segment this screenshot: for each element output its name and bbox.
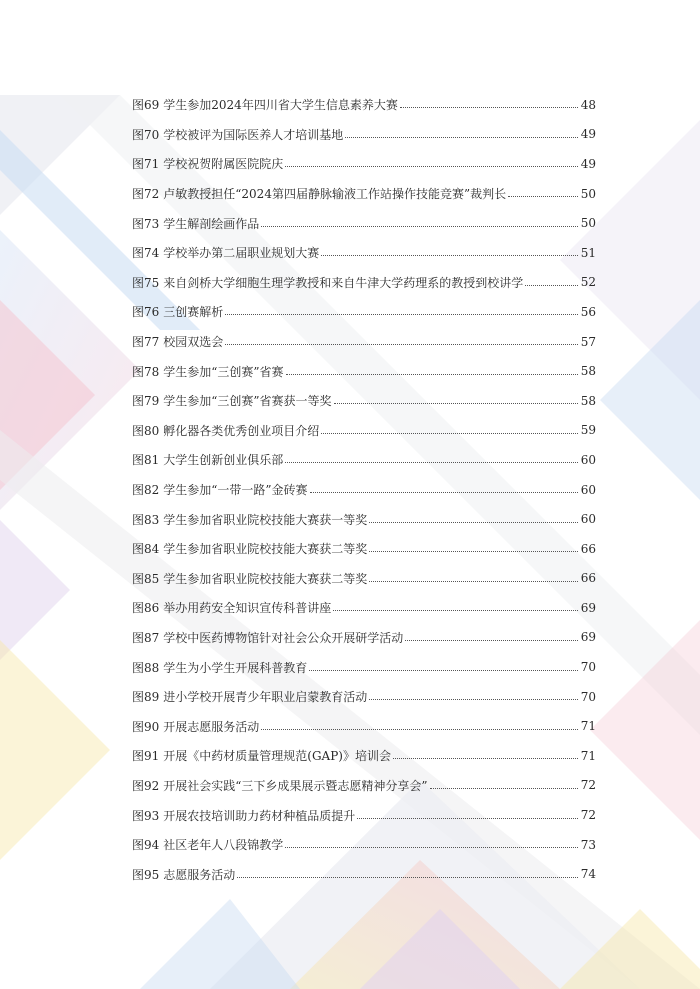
page-number: 52 (580, 275, 596, 290)
dot-leader (369, 510, 578, 523)
dot-leader (508, 184, 578, 197)
figure-title: 开展志愿服务活动 (163, 719, 260, 734)
page-number: 60 (580, 452, 596, 467)
figure-title: 学校祝贺附属医院院庆 (163, 157, 284, 172)
figure-label: 图91 (132, 749, 160, 764)
dot-leader (261, 717, 578, 730)
figure-title: 开展《中药材质量管理规范(GAP)》培训会 (163, 749, 391, 764)
figure-title: 卢敏教授担任“2024第四届静脉输液工作站操作技能竞赛”裁判长 (163, 187, 507, 202)
figure-label: 图71 (132, 157, 160, 172)
figure-label: 图77 (132, 335, 160, 350)
figure-title: 学生参加省职业院校技能大赛获二等奖 (163, 571, 368, 586)
figure-title: 开展社会实践“三下乡成果展示暨志愿精神分享会” (163, 778, 428, 793)
dot-leader (369, 569, 578, 582)
figure-label: 图70 (132, 127, 160, 142)
toc-entry[interactable] (132, 800, 596, 830)
toc-entry[interactable] (132, 475, 596, 505)
figure-label: 图87 (132, 630, 160, 645)
dot-leader (225, 302, 578, 315)
dot-leader (400, 95, 578, 108)
figure-label: 图89 (132, 690, 160, 705)
figure-label: 图86 (132, 601, 160, 616)
page-number: 58 (580, 393, 596, 408)
page-number: 69 (580, 630, 596, 645)
bg-stripe (0, 520, 70, 660)
dot-leader (285, 450, 578, 463)
figure-title: 学生参加省职业院校技能大赛获二等奖 (163, 542, 368, 557)
figure-title: 志愿服务活动 (163, 867, 236, 882)
toc-entry[interactable] (132, 149, 596, 179)
dot-leader (333, 598, 578, 611)
page-number: 58 (580, 364, 596, 379)
toc-entry[interactable] (132, 327, 596, 357)
toc-entry[interactable] (132, 652, 596, 682)
figure-label: 图79 (132, 394, 160, 409)
dot-leader (285, 154, 578, 167)
toc-entry[interactable] (132, 179, 596, 209)
dot-leader (393, 746, 578, 759)
toc-entry[interactable] (132, 741, 596, 771)
figure-title: 学生参加“一带一路”金砖赛 (163, 483, 308, 498)
dot-leader (285, 835, 578, 848)
figure-title: 学生解剖绘画作品 (163, 216, 260, 231)
dot-leader (405, 628, 578, 641)
toc-entry[interactable] (132, 386, 596, 416)
page-number: 50 (580, 216, 596, 231)
figure-title: 学生参加2024年四川省大学生信息素养大赛 (163, 98, 398, 113)
toc-entry[interactable] (132, 297, 596, 327)
toc-entry[interactable] (132, 445, 596, 475)
toc-entry[interactable] (132, 711, 596, 741)
page-number: 72 (580, 808, 596, 823)
page-number: 49 (580, 156, 596, 171)
figure-title: 学生参加“三创赛”省赛获一等奖 (163, 394, 332, 409)
toc-entry[interactable] (132, 830, 596, 860)
toc-entry[interactable] (132, 356, 596, 386)
dot-leader (345, 125, 578, 138)
dot-leader (525, 273, 578, 286)
figure-title: 进小学校开展青少年职业启蒙教育活动 (163, 690, 368, 705)
page-number: 57 (580, 334, 596, 349)
page-number: 74 (580, 867, 596, 882)
figure-label: 图83 (132, 512, 160, 527)
figure-label: 图84 (132, 542, 160, 557)
figure-title: 学生为小学生开展科普教育 (163, 660, 308, 675)
figure-title: 学生参加省职业院校技能大赛获一等奖 (163, 512, 368, 527)
figure-title: 学校被评为国际医养人才培训基地 (163, 127, 344, 142)
page-number: 50 (580, 186, 596, 201)
figure-title: 学校举办第二届职业规划大赛 (163, 246, 320, 261)
dot-leader (321, 243, 578, 256)
toc-entry[interactable] (132, 682, 596, 712)
dot-leader (261, 214, 578, 227)
toc-entry[interactable] (132, 859, 596, 889)
toc-entry[interactable] (132, 593, 596, 623)
toc-entry[interactable] (132, 90, 596, 120)
dot-leader (357, 806, 578, 819)
toc-entry[interactable] (132, 564, 596, 594)
figure-title: 学生参加“三创赛”省赛 (163, 364, 284, 379)
dot-leader (369, 687, 578, 700)
page-number: 69 (580, 600, 596, 615)
figure-list (132, 90, 596, 889)
page-number: 66 (580, 571, 596, 586)
figure-title: 三创赛解析 (163, 305, 224, 320)
figure-label: 图92 (132, 778, 160, 793)
page-number: 49 (580, 127, 596, 142)
figure-title: 来自剑桥大学细胞生理学教授和来自牛津大学药理系的教授到校讲学 (163, 275, 524, 290)
page-number: 70 (580, 660, 596, 675)
figure-label: 图75 (132, 275, 160, 290)
page-number: 73 (580, 837, 596, 852)
figure-label: 图73 (132, 216, 160, 231)
toc-entry[interactable] (132, 208, 596, 238)
page-number: 48 (580, 97, 596, 112)
page-number: 71 (580, 748, 596, 763)
figure-label: 图76 (132, 305, 160, 320)
figure-title: 举办用药安全知识宣传科普讲座 (163, 601, 332, 616)
page-number: 51 (580, 245, 596, 260)
dot-leader (321, 421, 578, 434)
figure-label: 图69 (132, 98, 160, 113)
figure-label: 图85 (132, 571, 160, 586)
page-number: 70 (580, 689, 596, 704)
figure-label: 图88 (132, 660, 160, 675)
figure-label: 图80 (132, 423, 160, 438)
figure-label: 图90 (132, 719, 160, 734)
page-number: 72 (580, 778, 596, 793)
dot-leader (309, 658, 578, 671)
figure-label: 图93 (132, 808, 160, 823)
page-number: 60 (580, 512, 596, 527)
figure-label: 图81 (132, 453, 160, 468)
toc-entry[interactable] (132, 416, 596, 446)
dot-leader (225, 332, 578, 345)
page-number: 71 (580, 719, 596, 734)
figure-label: 图72 (132, 187, 160, 202)
dot-leader (369, 539, 578, 552)
dot-leader (310, 480, 578, 493)
figure-label: 图82 (132, 483, 160, 498)
toc-entry[interactable] (132, 623, 596, 653)
bg-stripe (0, 640, 110, 860)
dot-leader (286, 362, 578, 375)
toc-entry[interactable] (132, 268, 596, 298)
page-number: 56 (580, 304, 596, 319)
page-number: 60 (580, 482, 596, 497)
figure-title: 学校中医药博物馆针对社会公众开展研学活动 (163, 630, 404, 645)
page-number: 66 (580, 541, 596, 556)
toc-entry[interactable] (132, 534, 596, 564)
dot-leader (430, 776, 578, 789)
toc-entry[interactable] (132, 771, 596, 801)
toc-entry[interactable] (132, 504, 596, 534)
figure-label: 图74 (132, 246, 160, 261)
toc-entry[interactable] (132, 238, 596, 268)
figure-title: 大学生创新创业俱乐部 (163, 453, 284, 468)
figure-label: 图78 (132, 364, 160, 379)
dot-leader (237, 865, 578, 878)
figure-label: 图95 (132, 867, 160, 882)
dot-leader (334, 391, 578, 404)
toc-entry[interactable] (132, 120, 596, 150)
figure-title: 孵化器各类优秀创业项目介绍 (163, 423, 320, 438)
figure-title: 校园双选会 (163, 335, 224, 350)
figure-label: 图94 (132, 838, 160, 853)
page-number: 59 (580, 423, 596, 438)
figure-title: 社区老年人八段锦教学 (163, 838, 284, 853)
figure-title: 开展农技培训助力药材种植品质提升 (163, 808, 356, 823)
